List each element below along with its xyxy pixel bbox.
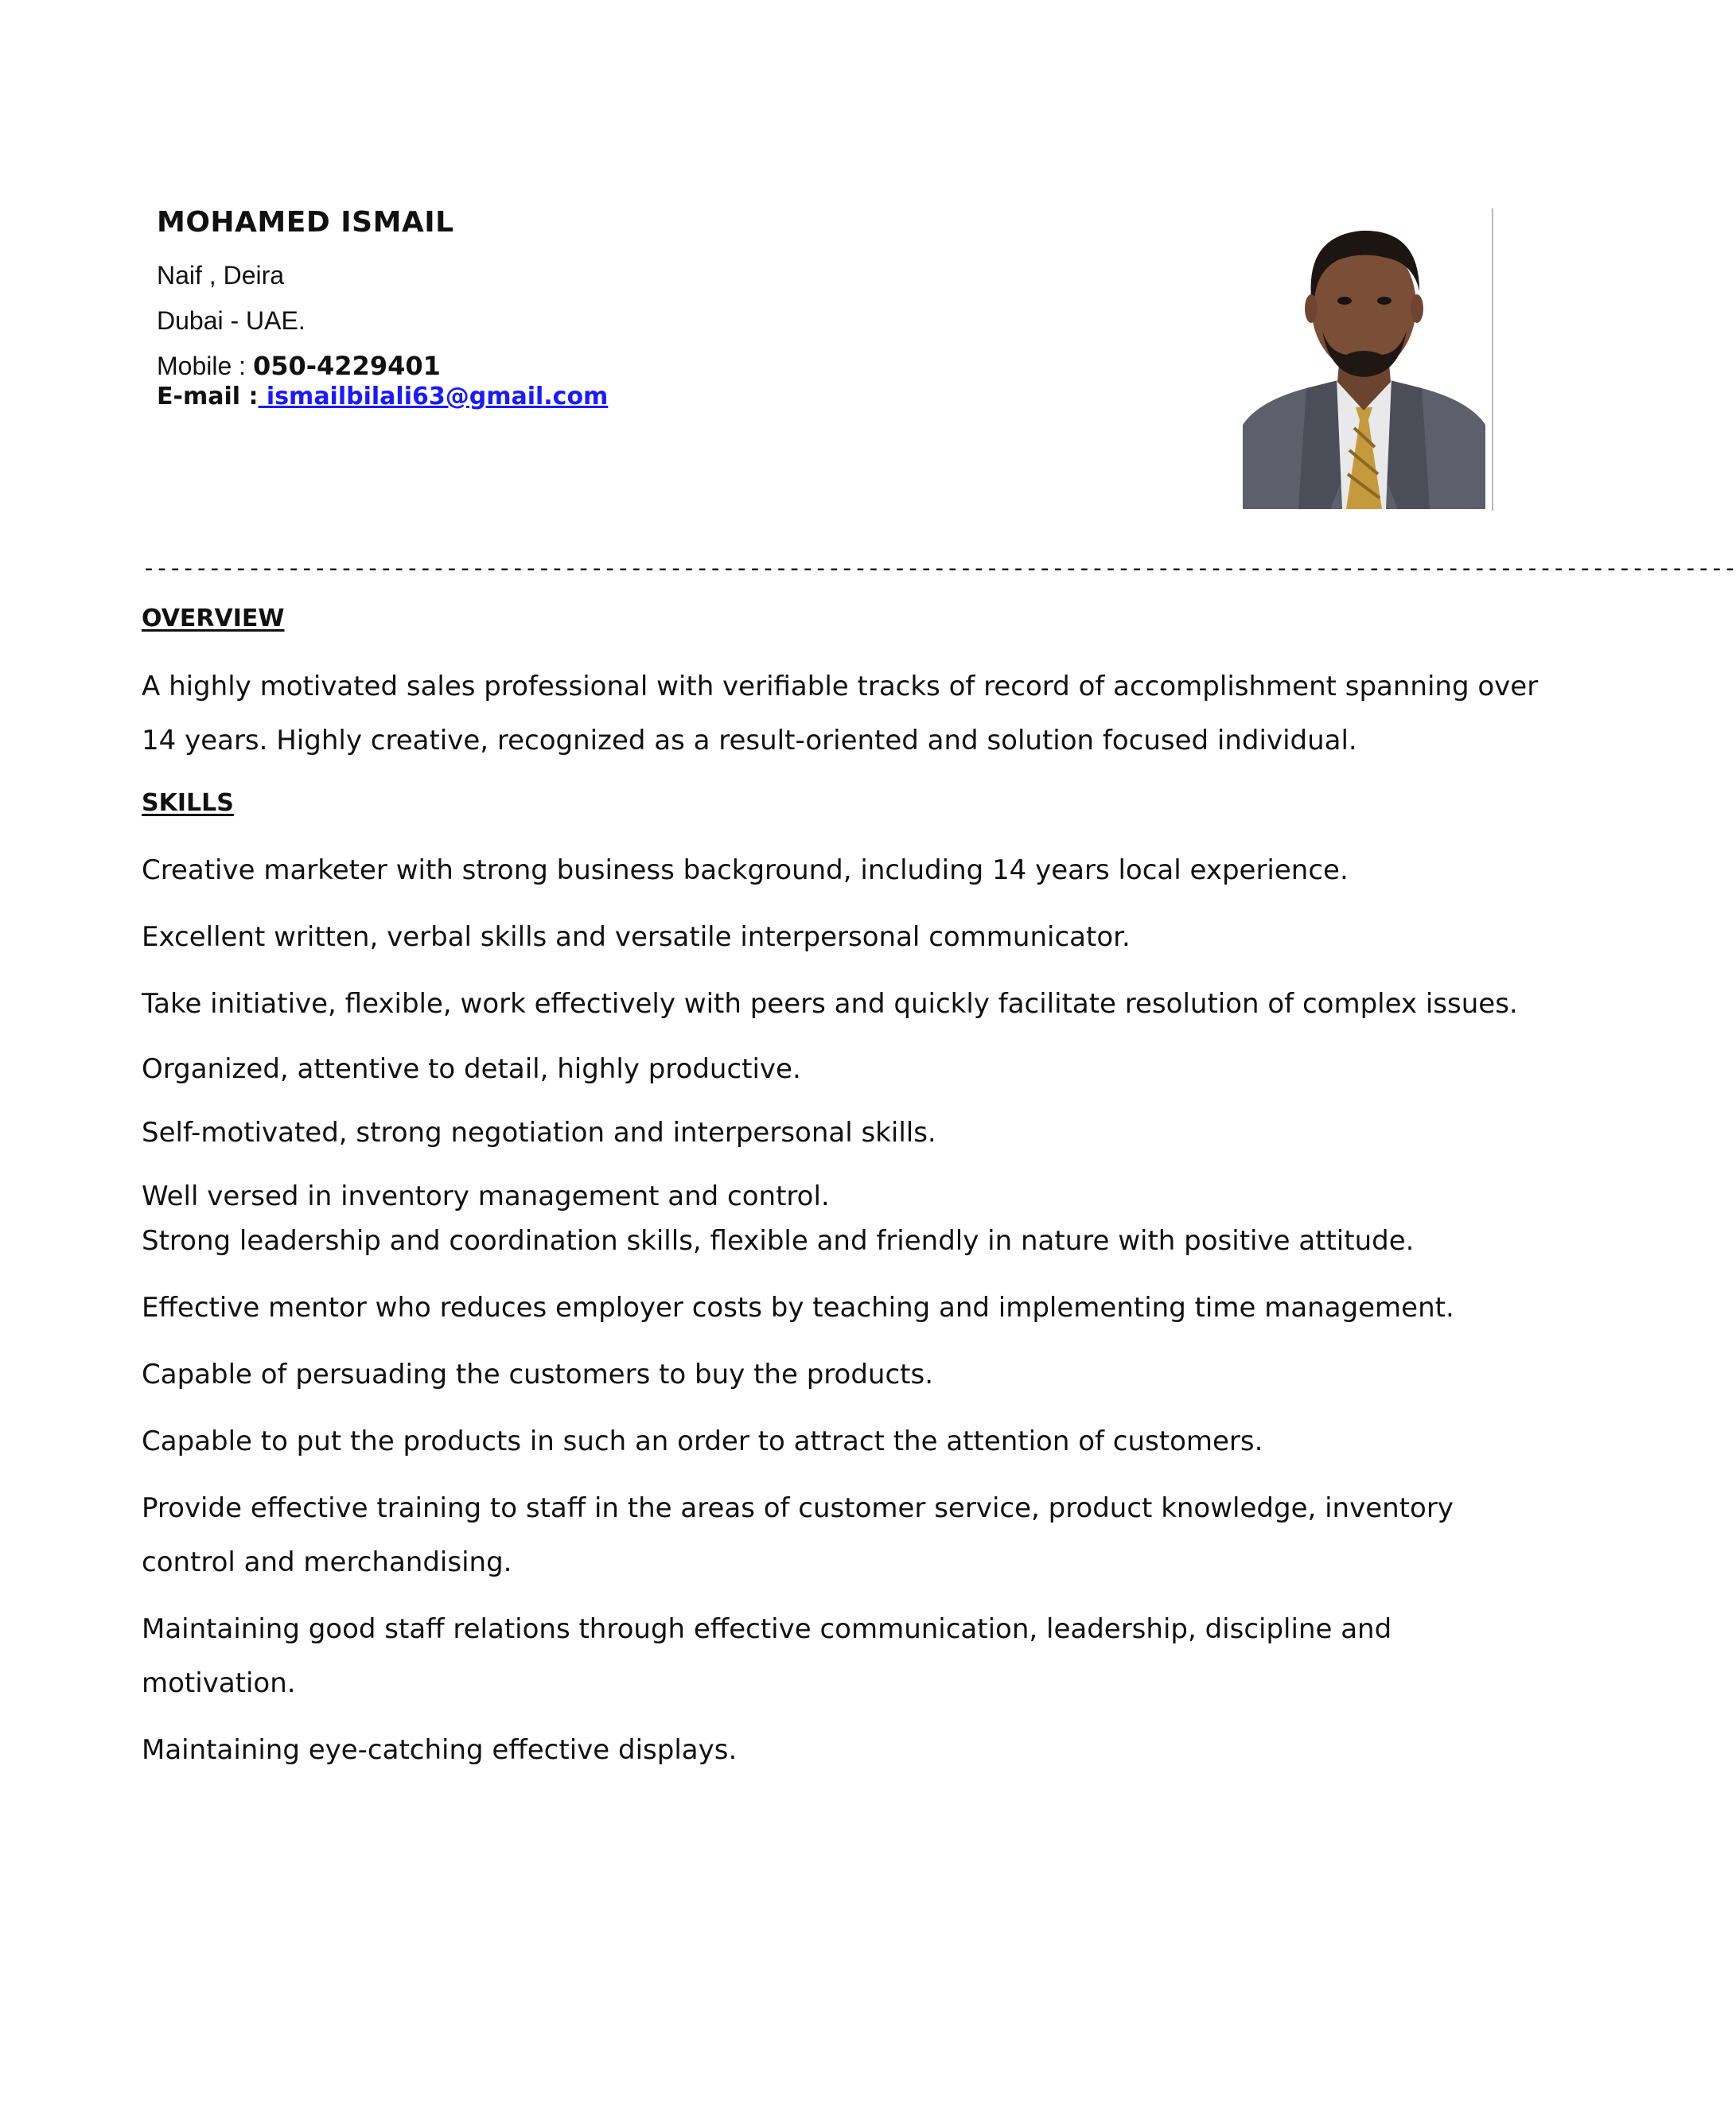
skill-item: Provide effective training to staff in the areas of customer service, product knowledge, inventory [142, 1492, 1454, 1524]
skill-item: Effective mentor who reduces employer costs by teaching and implementing time management. [142, 1292, 1454, 1324]
address-line-2: Dubai - UAE. [157, 306, 306, 335]
photo-frame-edge [1492, 208, 1493, 511]
skills-heading: SKILLS [142, 789, 234, 817]
overview-line: A highly motivated sales professional with verifiable tracks of record of accomplishment spanning over [142, 671, 1539, 702]
skill-item: motivation. [142, 1667, 296, 1699]
skill-item: Creative marketer with strong business background, including 14 years local experience. [142, 854, 1349, 886]
overview-line: 14 years. Highly creative, recognized as a result-oriented and solution focused individual. [142, 725, 1357, 756]
section-divider: ------------------------------------------------------------------------------------------------------------------------- [142, 554, 1736, 582]
skill-item: Maintaining eye-catching effective displays. [142, 1734, 738, 1766]
skill-item: Excellent written, verbal skills and versatile interpersonal communicator. [142, 921, 1131, 953]
email-label: E-mail : [157, 383, 259, 410]
contact-header [157, 206, 1111, 410]
overview-heading: OVERVIEW [142, 605, 285, 632]
email-line [157, 385, 608, 409]
skill-item: Well versed in inventory management and control. [142, 1180, 830, 1212]
candidate-name: MOHAMED ISMAIL [157, 206, 454, 239]
mobile-number: 050-4229401 [252, 351, 441, 381]
email-link[interactable]: ismailbilali63@gmail.com [258, 383, 609, 410]
address-line-1: Naif , Deira [157, 261, 285, 290]
mobile-label: Mobile : [157, 352, 253, 380]
skill-item: control and merchandising. [142, 1546, 512, 1578]
skill-item: Capable of persuading the customers to buy the products. [142, 1359, 933, 1390]
skill-item: Capable to put the products in such an order to attract the attention of customers. [142, 1425, 1263, 1457]
skill-item: Self-motivated, strong negotiation and interpersonal skills. [142, 1117, 936, 1149]
profile-photo [1243, 212, 1485, 509]
skill-item: Organized, attentive to detail, highly productive. [142, 1053, 801, 1085]
skill-item: Maintaining good staff relations through effective communication, leadership, discipline and [142, 1613, 1392, 1645]
skill-item: Strong leadership and coordination skills, flexible and friendly in nature with positive attitude. [142, 1225, 1415, 1257]
skill-item: Take initiative, flexible, work effectively with peers and quickly facilitate resolution of complex issues. [142, 988, 1518, 1020]
mobile-line [157, 353, 441, 379]
